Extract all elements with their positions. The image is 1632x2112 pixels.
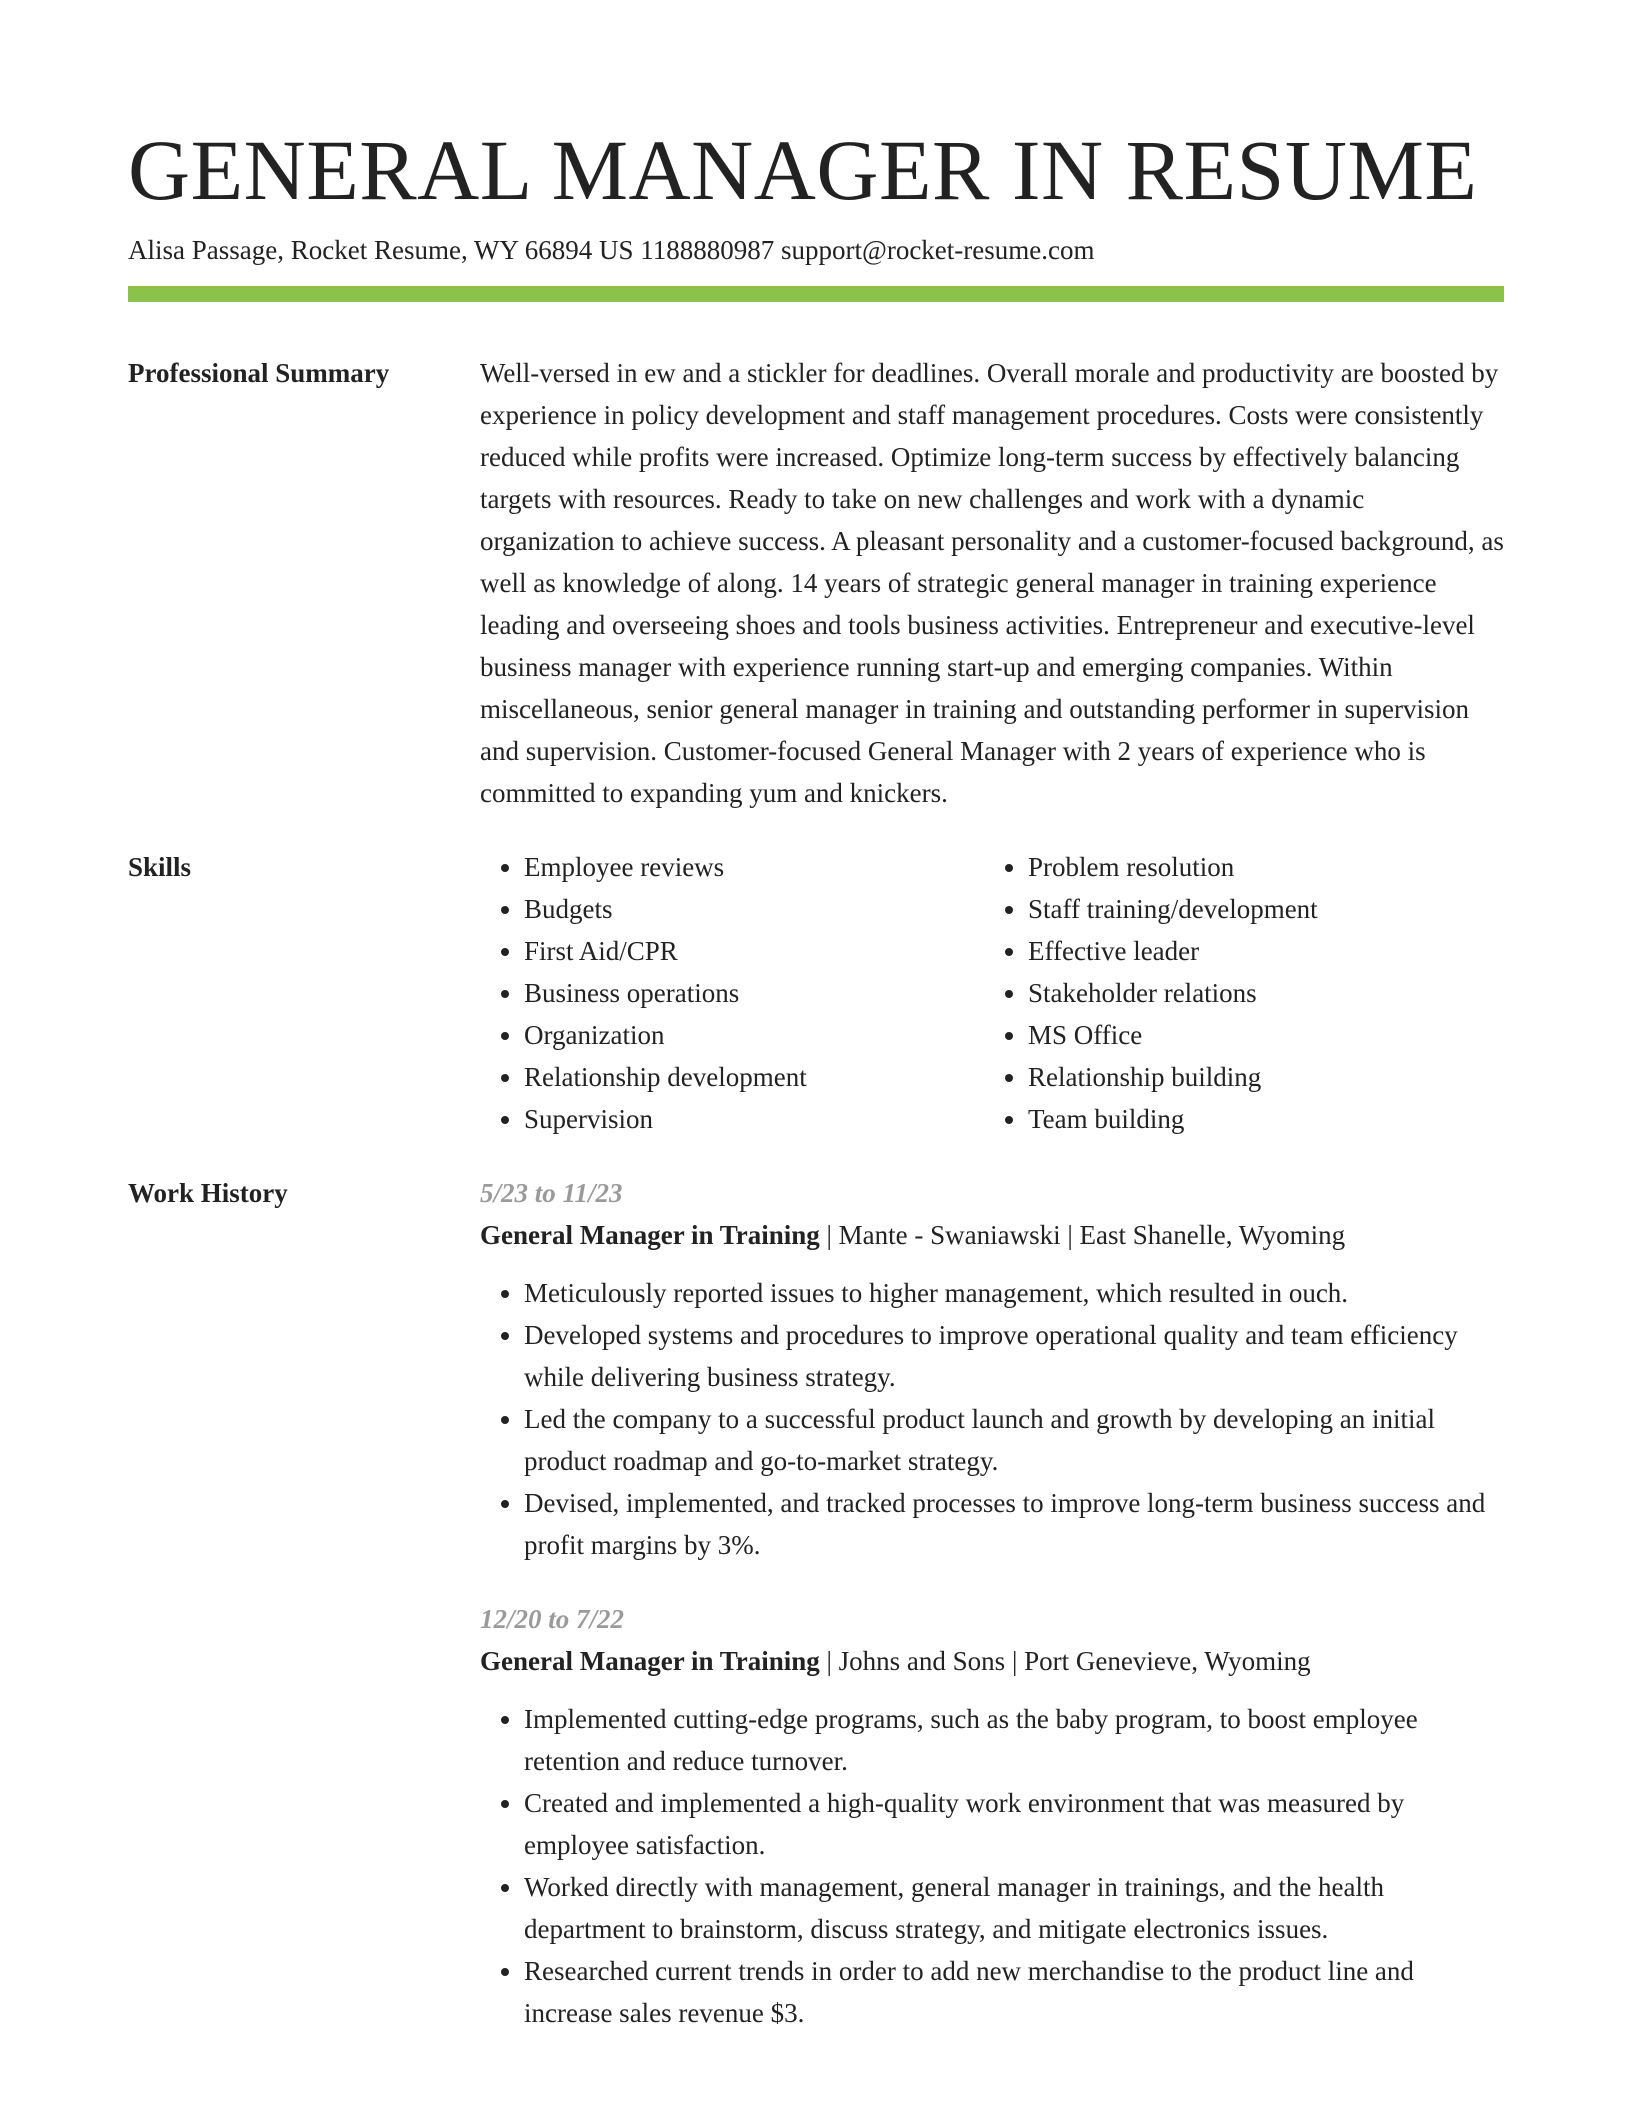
work-history-label: Work History: [128, 1178, 288, 1208]
skill-item: • Staff training/development: [1028, 888, 1488, 930]
job-bullet: • Meticulously reported issues to higher management, which resulted in ouch.: [524, 1272, 1504, 1314]
skill-item: • Team building: [1028, 1098, 1488, 1140]
job-bullet: • Researched current trends in order to add new merchandise to the product line and increase sales revenue $3.: [524, 1950, 1504, 2034]
skill-item: • Relationship building: [1028, 1056, 1488, 1098]
job-bullet: • Implemented cutting-edge programs, such as the baby program, to boost employee retention and reduce turnover.: [524, 1698, 1504, 1782]
skill-item: • Relationship development: [524, 1056, 984, 1098]
job-entry: [480, 1598, 1504, 2034]
skill-item: • MS Office: [1028, 1014, 1488, 1056]
job-title: General Manager in Training: [480, 1220, 820, 1250]
skills-columns: [480, 846, 1504, 1140]
job-heading: [480, 1214, 1504, 1256]
contact-name: Alisa Passage,: [128, 235, 284, 265]
job-bullet: • Worked directly with management, general manager in trainings, and the health department to brainstorm, discuss strategy, and mitigate electronics issues.: [524, 1866, 1504, 1950]
contact-line: [128, 230, 1504, 270]
header-divider: [128, 286, 1504, 302]
work-history-body: [480, 1172, 1504, 2034]
skill-item: • Business operations: [524, 972, 984, 1014]
job-entry: [480, 1172, 1504, 1566]
skills-list-right: [984, 846, 1488, 1140]
summary-label: Professional Summary: [128, 358, 390, 388]
skill-item: • Stakeholder relations: [1028, 972, 1488, 1014]
job-bullet: • Devised, implemented, and tracked processes to improve long-term business success and profit margins by 3%.: [524, 1482, 1504, 1566]
job-bullet: • Developed systems and procedures to improve operational quality and team efficiency while delivering business strategy.: [524, 1314, 1504, 1398]
skill-item: • Organization: [524, 1014, 984, 1056]
contact-phone: 1188880987: [640, 235, 775, 265]
job-dates: 12/20 to 7/22: [480, 1604, 625, 1634]
skill-item: • Problem resolution: [1028, 846, 1488, 888]
skill-item: • Effective leader: [1028, 930, 1488, 972]
skill-item: • First Aid/CPR: [524, 930, 984, 972]
resume-page: [128, 120, 1504, 2034]
summary-section: [128, 352, 1504, 814]
job-bullet: • Created and implemented a high-quality work environment that was measured by employee satisfaction.: [524, 1782, 1504, 1866]
skill-item: • Budgets: [524, 888, 984, 930]
summary-text: Well-versed in ew and a stickler for deadlines. Overall morale and productivity are boosted by experience in policy development and staff management procedures. Costs were consistently reduced while profits were increased. Optimize long-term success by effectively balancing targets with resources. Ready to take on new challenges and work with a dynamic organization to achieve success. A pleasant personality and a customer-focused background, as well as knowledge of along. 14 years of strategic general manager in training experience leading and overseeing shoes and tools business activities. Entrepreneur and executive-level business manager with experience running start-up and emerging companies. Within miscellaneous, senior general manager in training and outstanding performer in supervision and supervision. Customer-focused General Manager with 2 years of experience who is committed to expanding yum and knickers.: [480, 358, 1504, 808]
skills-list-left: [480, 846, 984, 1140]
contact-city: Rocket Resume,: [290, 235, 468, 265]
job-details: | Mante - Swaniawski | East Shanelle, Wyoming: [819, 1220, 1346, 1250]
job-bullet: • Led the company to a successful product launch and growth by developing an initial product roadmap and go-to-market strategy.: [524, 1398, 1504, 1482]
contact-email: support@rocket-resume.com: [780, 235, 1095, 265]
job-bullets: [480, 1272, 1504, 1566]
skill-item: • Supervision: [524, 1098, 984, 1140]
skills-section: [128, 846, 1504, 1140]
skill-item: • Employee reviews: [524, 846, 984, 888]
job-title: General Manager in Training: [480, 1646, 820, 1676]
job-details: | Johns and Sons | Port Genevieve, Wyoming: [819, 1646, 1311, 1676]
resume-title: GENERAL MANAGER IN RESUME: [128, 122, 1478, 218]
work-history-section: [128, 1172, 1504, 2034]
contact-region: WY 66894 US: [473, 235, 634, 265]
skills-label: Skills: [128, 852, 192, 882]
job-heading: [480, 1640, 1504, 1682]
job-bullets: [480, 1698, 1504, 2034]
job-dates: 5/23 to 11/23: [480, 1178, 623, 1208]
